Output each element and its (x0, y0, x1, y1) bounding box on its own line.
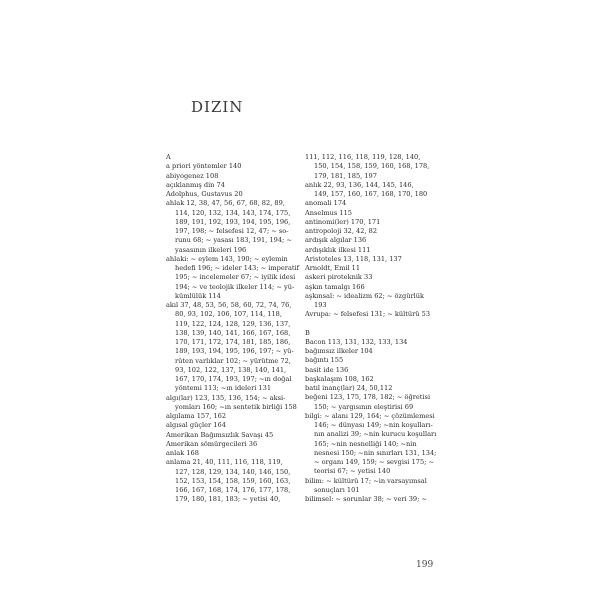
index-entry-continuation: 170, 171, 172, 174, 181, 185, 186, (175, 338, 291, 346)
index-entry-continuation: nın analizi 39; ~nin kurucu koşulları (314, 430, 437, 439)
index-entry-continuation: yasasının ilkeleri 196 (175, 245, 247, 254)
index-entry: Arnoldt, Emil 11 (305, 264, 361, 272)
index-entry-continuation: runu 68; ~ yasası 183, 191, 194; ~ (175, 236, 292, 245)
index-entry-continuation: 93, 102, 122, 137, 138, 140, 141, (175, 365, 287, 374)
index-entry-continuation: 195; ~ incelemeler 67; ~ iyilik idesi (175, 273, 296, 282)
index-entry-continuation: 138, 139, 140, 141, 166, 167, 168, (175, 328, 291, 337)
index-entry: beğeni 123, 175, 178, 182; ~ öğretisi (305, 393, 431, 402)
index-entry: açıklanmış din 74 (166, 180, 225, 189)
page-number: 199 (416, 560, 434, 570)
index-entry-continuation: 193 (314, 301, 327, 309)
index-entry: B (305, 328, 310, 337)
index-entry: bağıntı 155 (305, 356, 344, 365)
index-entry: bilim: ~ kültürü 17; ~in varsayımsal (305, 476, 427, 485)
index-entry-continuation: 152, 153, 154, 158, 159, 160, 163, (175, 476, 291, 485)
index-entry-continuation: 165; ~nin nesnelliği 140; ~nin (314, 439, 417, 448)
index-entry: anlama 21, 40, 111, 116, 118, 119, (166, 458, 283, 467)
index-entry: aşkın tamalgı 166 (305, 282, 365, 291)
index-entry-continuation: teorisi 67; ~ yetisi 140 (314, 467, 391, 476)
index-entry-continuation: yomları 160; ~ın sentetik birliği 158 (175, 402, 297, 411)
index-entry-continuation: 189, 191, 192, 193, 194, 195, 196, (175, 217, 291, 226)
index-entry-continuation: 179, 180, 181, 183; ~ yetisi 40, (175, 495, 281, 504)
index-entry: 111, 112, 116, 118, 119, 128, 140, (305, 153, 421, 161)
index-entry-continuation: 150, 154, 158, 159, 160, 168, 178, (314, 162, 430, 171)
index-entry: Amerikan sömürgecileri 36 (166, 439, 258, 448)
index-entry: ahlak 12, 38, 47, 56, 67, 68, 82, 89, (166, 199, 285, 208)
index-entry: bağımsız ilkeler 104 (305, 347, 373, 355)
index-entry: batıl inanç(lar) 24, 50,112 (305, 384, 393, 392)
index-entry-continuation: 194; ~ ve teolojik ilkeler 114; ~ yü- (175, 282, 295, 291)
index-entry: ardışıklık ilkesi 111 (305, 245, 371, 254)
index-entry-continuation: kümlülük 114 (175, 291, 221, 300)
index-entry: anlık 22, 93, 136, 144, 145, 146, (305, 180, 414, 189)
index-entry: aşkınsal: ~ idealizm 62; ~ özgürlük (305, 291, 424, 300)
index-entry-continuation: 179, 181, 185, 197 (314, 171, 377, 180)
index-entry: antropoloji 32, 42, 82 (305, 227, 378, 235)
index-entry: Bacon 113, 131, 132, 133, 134 (305, 337, 408, 346)
index-entry-continuation: 127, 128, 129, 134, 140, 146, 150, (175, 467, 291, 476)
index-entry: antinomi(ler) 170, 171 (305, 217, 381, 226)
index-entry-continuation: yöntemi 113; ~ın ideleri 131 (175, 384, 272, 393)
index-entry-continuation: 189, 193, 194, 195, 196, 197; ~ yü- (175, 347, 294, 356)
index-entry-continuation: sonuçları 101 (314, 485, 360, 494)
index-entry: basit ide 136 (305, 365, 349, 374)
index-entry-continuation: 167, 170, 174, 193, 197; ~ın doğal (175, 375, 292, 383)
index-entry: Amerikan Bağımsızlık Savaşı 45 (166, 430, 274, 439)
index-entry: a priori yöntemler 140 (166, 162, 242, 171)
index-entry: Anselmus 115 (305, 208, 352, 217)
index-entry: A (166, 153, 171, 161)
index-entry: akıl 37, 48, 53, 56, 58, 60, 72, 74, 76, (166, 301, 292, 309)
index-entry: anlak 168 (166, 449, 199, 457)
index-entry-continuation: ~ organı 149, 159; ~ sevgisi 175; ~ (314, 458, 435, 466)
index-entry-continuation: hedefi 196; ~ ideler 143; ~ imperatif (175, 264, 300, 272)
index-entry: ardışık algılar 136 (305, 236, 367, 245)
index-entry: askeri piroteknik 33 (305, 273, 373, 282)
index-entry-continuation: 80, 93, 102, 106, 107, 114, 118, (175, 310, 282, 319)
index-column-left (166, 153, 304, 505)
index-entry: algısal güçler 164 (166, 421, 226, 430)
index-entry: ahlaki: ~ eylem 143, 190; ~ eylemin (166, 254, 288, 263)
index-entry-continuation: 114, 120, 132, 134, 143, 174, 175, (175, 208, 291, 217)
index-entry: bilimsel: ~ sorunlar 38; ~ veri 39; ~ (305, 495, 427, 503)
index-title: DIZIN (191, 98, 244, 116)
index-entry: Avrupa: ~ felsefesi 131; ~ kültürü 53 (305, 310, 431, 319)
index-entry-continuation: 166, 167, 168, 174, 176, 177, 178, (175, 486, 291, 494)
index-entry-continuation: 150; ~ yargısının eleştirisi 69 (314, 402, 414, 411)
index-entry: abiyogenez 108 (166, 171, 219, 180)
index-entry-continuation: nesnesi 150; ~nin sınırları 131, 134; (314, 448, 437, 457)
index-column-right (305, 153, 443, 504)
index-entry-continuation: 149, 157, 160, 167, 168, 170, 180 (314, 190, 428, 198)
index-entry: başkalaşım 108, 162 (305, 374, 374, 383)
index-entry-continuation: rüten varlıklar 102; ~ yürütme 72, (175, 356, 291, 365)
index-entry: bilgi: ~ alanı 129, 164; ~ çözümlemesi (305, 411, 435, 420)
index-entry: Adolphus, Gustavus 20 (166, 190, 243, 198)
index-entry-continuation: 146; ~ dünyası 149; ~nin koşulları- (314, 421, 433, 429)
index-entry-continuation: 197, 198; ~ felsefesi 12, 47; ~ so- (175, 227, 289, 235)
index-entry: algılama 157, 162 (166, 412, 227, 420)
index-entry-continuation: 119, 122, 124, 128, 129, 136, 137, (175, 319, 291, 328)
index-entry: anomali 174 (305, 199, 347, 208)
index-entry: algı(lar) 123, 135, 136, 154; ~ aksi- (166, 393, 286, 402)
index-entry: Aristoteles 13, 118, 131, 137 (305, 254, 402, 263)
